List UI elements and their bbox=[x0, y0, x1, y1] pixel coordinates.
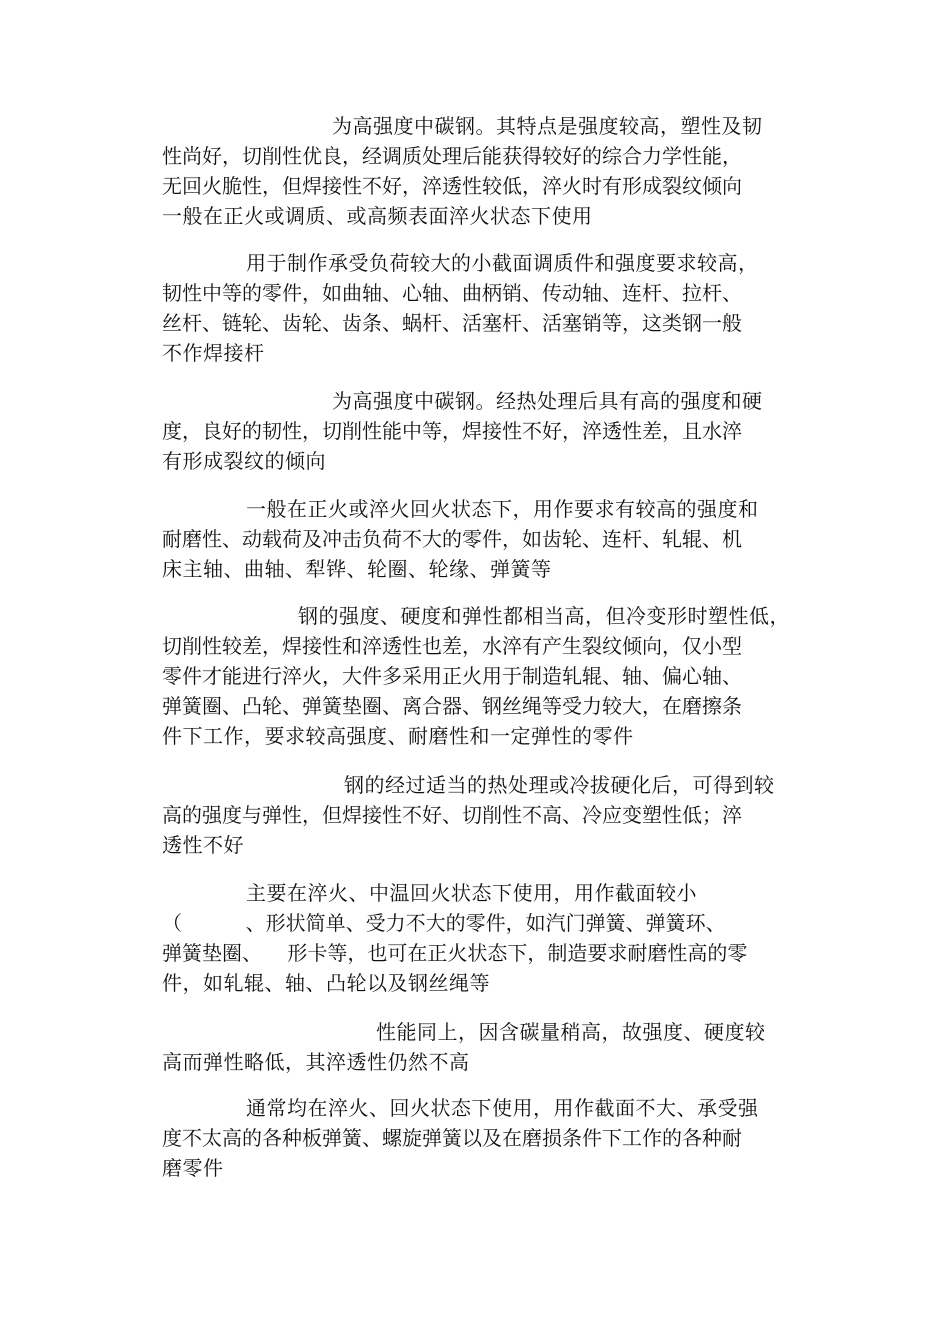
text-line: 韧性中等的零件，如曲轴、心轴、曲柄销、传动轴、连杆、拉杆、 bbox=[162, 281, 742, 305]
text-line: 无回火脆性，但焊接性不好，淬透性较低，淬火时有形成裂纹倾向 bbox=[162, 174, 742, 198]
text-line: 耐磨性、动载荷及冲击负荷不大的零件，如齿轮、连杆、轧辊、机 bbox=[162, 527, 742, 551]
text-line: 磨零件 bbox=[162, 1156, 224, 1180]
text-line: 透性不好 bbox=[162, 833, 244, 857]
text-line: 不作焊接杆 bbox=[162, 341, 265, 365]
text-line: 性尚好，切削性优良，经调质处理后能获得较好的综合力学性能， bbox=[162, 144, 742, 168]
text-line: 为高强度中碳钢。其特点是强度较高，塑性及韧 bbox=[332, 114, 763, 138]
text-line: 丝杆、链轮、齿轮、齿条、蜗杆、活塞杆、活塞销等，这类钢一般 bbox=[162, 311, 742, 335]
text-line: 件，如轧辊、轴、凸轮以及钢丝绳等 bbox=[162, 971, 490, 995]
text-line: 弹簧圈、凸轮、弹簧垫圈、离合器、钢丝绳等受力较大，在磨擦条 bbox=[162, 694, 742, 718]
text-line: 性能同上，因含碳量稍高，故强度、硬度较 bbox=[376, 1020, 766, 1044]
paragraph-properties-4 bbox=[162, 770, 810, 860]
paragraph-uses-4 bbox=[162, 1093, 810, 1183]
text-line: （ 、形状简单、受力不大的零件，如汽门弹簧、弹簧环、 bbox=[162, 911, 726, 935]
text-line: 零件才能进行淬火，大件多采用正火用于制造轧辊、轴、偏心轴、 bbox=[162, 664, 742, 688]
text-line: 钢的经过适当的热处理或冷拔硬化后，可得到较 bbox=[344, 773, 775, 797]
paragraph-properties-3 bbox=[162, 601, 810, 751]
text-line: 度，良好的韧性，切削性能中等，焊接性不好，淬透性差，且水淬 bbox=[162, 419, 742, 443]
text-line: 床主轴、曲轴、犁铧、轮圈、轮缘、弹簧等 bbox=[162, 557, 552, 581]
text-line: 件下工作，要求较高强度、耐磨性和一定弹性的零件 bbox=[162, 724, 634, 748]
text-line: 弹簧垫圈、 形卡等，也可在正火状态下，制造要求耐磨性高的零 bbox=[162, 941, 748, 965]
text-line: 切削性较差，焊接性和淬透性也差，水淬有产生裂纹倾向，仅小型 bbox=[162, 634, 742, 658]
text-line: 为高强度中碳钢。经热处理后具有高的强度和硬 bbox=[332, 389, 763, 413]
text-line: 高的强度与弹性，但焊接性不好、切削性不高、冷应变塑性低；淬 bbox=[162, 803, 742, 827]
text-line: 有形成裂纹的倾向 bbox=[162, 449, 326, 473]
text-line: 一般在正火或淬火回火状态下，用作要求有较高的强度和 bbox=[246, 497, 759, 521]
paragraph-uses-3 bbox=[162, 878, 810, 998]
text-line: 通常均在淬火、回火状态下使用，用作截面不大、承受强 bbox=[246, 1096, 759, 1120]
paragraph-properties-5 bbox=[162, 1017, 810, 1077]
paragraph-uses-2 bbox=[162, 494, 810, 584]
text-line: 钢的强度、硬度和弹性都相当高，但冷变形时塑性低， bbox=[298, 604, 790, 628]
paragraph-properties-1 bbox=[162, 111, 810, 231]
paragraph-uses-1 bbox=[162, 248, 810, 368]
text-line: 度不太高的各种板弹簧、螺旋弹簧以及在磨损条件下工作的各种耐 bbox=[162, 1126, 742, 1150]
text-line: 高而弹性略低，其淬透性仍然不高 bbox=[162, 1050, 470, 1074]
text-line: 用于制作承受负荷较大的小截面调质件和强度要求较高， bbox=[246, 251, 759, 275]
text-line: 一般在正火或调质、或高频表面淬火状态下使用 bbox=[162, 204, 593, 228]
text-line: 主要在淬火、中温回火状态下使用，用作截面较小 bbox=[246, 881, 697, 905]
paragraph-properties-2 bbox=[162, 386, 810, 476]
